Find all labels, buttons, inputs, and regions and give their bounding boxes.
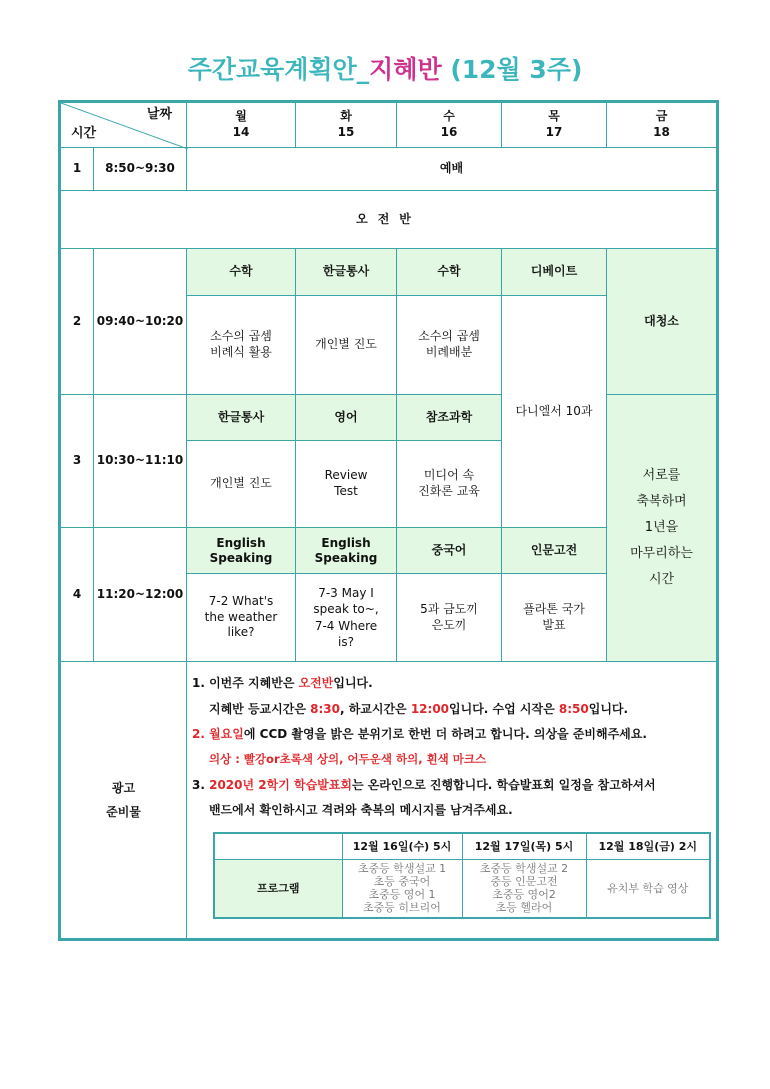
announcements-label: 광고 준비물 [60,662,187,940]
announcement-line-2: 지혜반 등교시간은 8:30, 하교시간은 12:00입니다. 수업 시작은 8:50입니다. [209,702,629,716]
detail-tue: 7-3 May I speak to~, 7-4 Where is? [296,574,397,662]
header-row [60,102,718,148]
program-header-empty [214,833,342,860]
title-main: 주간교육계획안_ [187,55,370,84]
subject-thu: 디베이트 [502,249,607,296]
subject-tue: 한글통사 [296,249,397,296]
title-class-name: 지혜반 [369,55,442,84]
period-number: 3 [60,395,94,528]
page-title [0,50,770,86]
subject-wed: 수학 [397,249,502,296]
program-header-dec17: 12월 17일(목) 5시 [462,833,586,860]
detail-wed: 미디어 속 진화론 교육 [397,441,502,528]
period-number: 4 [60,528,94,662]
detail-thu: 다니엘서 10과 [502,296,607,528]
subject-wed: 참조과학 [397,395,502,441]
program-schedule-table [213,832,711,919]
worship-cell: 예배 [187,148,718,191]
subject-thu: 인문고전 [502,528,607,574]
subject-tue: English Speaking [296,528,397,574]
day-header-wed: 수 16 [397,102,502,148]
day-header-fri: 금 18 [607,102,718,148]
detail-wed: 소수의 곱셈 비례배분 [397,296,502,395]
program-header-dec16: 12월 16일(수) 5시 [342,833,462,860]
row-period-1 [60,148,718,191]
program-cell-dec18: 유치부 학습 영상 [586,860,710,918]
subject-wed: 중국어 [397,528,502,574]
corner-date-label: 날짜 [146,107,172,122]
subject-mon: 한글통사 [187,395,296,441]
period-number: 2 [60,249,94,395]
row-period-3-subjects [60,395,718,441]
program-row-label: 프로그램 [214,860,342,918]
program-body-row [214,860,710,918]
period-number: 1 [60,148,94,191]
period-time: 09:40~10:20 [94,249,187,395]
program-header-row [214,833,710,860]
row-period-2-subjects [60,249,718,296]
announcement-line-3: 2. 월요일에 CCD 촬영을 밝은 분위기로 한번 더 하려고 합니다. 의상을 준비해주세요. [192,727,647,741]
detail-fri-closing: 서로를 축복하며 1년을 마무리하는 시간 [607,395,718,662]
title-week: (12월 3주) [441,55,583,84]
detail-tue: 개인별 진도 [296,296,397,395]
announcement-line-1: 1. 이번주 지혜반은 오전반입니다. [192,676,373,690]
announcements-row [60,662,718,940]
announcement-line-6: 밴드에서 확인하시고 격려와 축복의 메시지를 남겨주세요. [209,803,513,817]
day-header-mon: 월 14 [187,102,296,148]
subject-mon: 수학 [187,249,296,296]
corner-cell [60,102,187,148]
detail-wed: 5과 금도끼 은도끼 [397,574,502,662]
period-time: 8:50~9:30 [94,148,187,191]
period-time: 10:30~11:10 [94,395,187,528]
day-header-thu: 목 17 [502,102,607,148]
announcements-content [187,662,718,940]
subject-mon: English Speaking [187,528,296,574]
detail-mon: 7-2 What's the weather like? [187,574,296,662]
period-time: 11:20~12:00 [94,528,187,662]
morning-class-label: 오전반 [60,191,718,249]
detail-mon: 개인별 진도 [187,441,296,528]
corner-time-label: 시간 [71,126,97,142]
program-cell-dec17: 초중등 학생설교 2 중등 인문고전 초중등 영어2 초등 헬라어 [462,860,586,918]
announcement-line-4: 의상 : 빨강or초록색 상의, 어두운색 하의, 흰색 마크스 [209,752,487,766]
detail-tue: Review Test [296,441,397,528]
detail-thu: 플라톤 국가 발표 [502,574,607,662]
morning-class-row [60,191,718,249]
program-cell-dec16: 초중등 학생설교 1 초등 중국어 초중등 영어 1 초중등 히브리어 [342,860,462,918]
program-header-dec18: 12월 18일(금) 2시 [586,833,710,860]
detail-mon: 소수의 곱셈 비례식 활용 [187,296,296,395]
subject-tue: 영어 [296,395,397,441]
subject-fri: 대청소 [607,249,718,395]
day-header-tue: 화 15 [296,102,397,148]
announcement-line-5: 3. 2020년 2학기 학습발표회는 온라인으로 진행합니다. 학습발표회 일정을 참고하셔서 [192,778,656,792]
weekly-schedule-table [58,100,719,941]
